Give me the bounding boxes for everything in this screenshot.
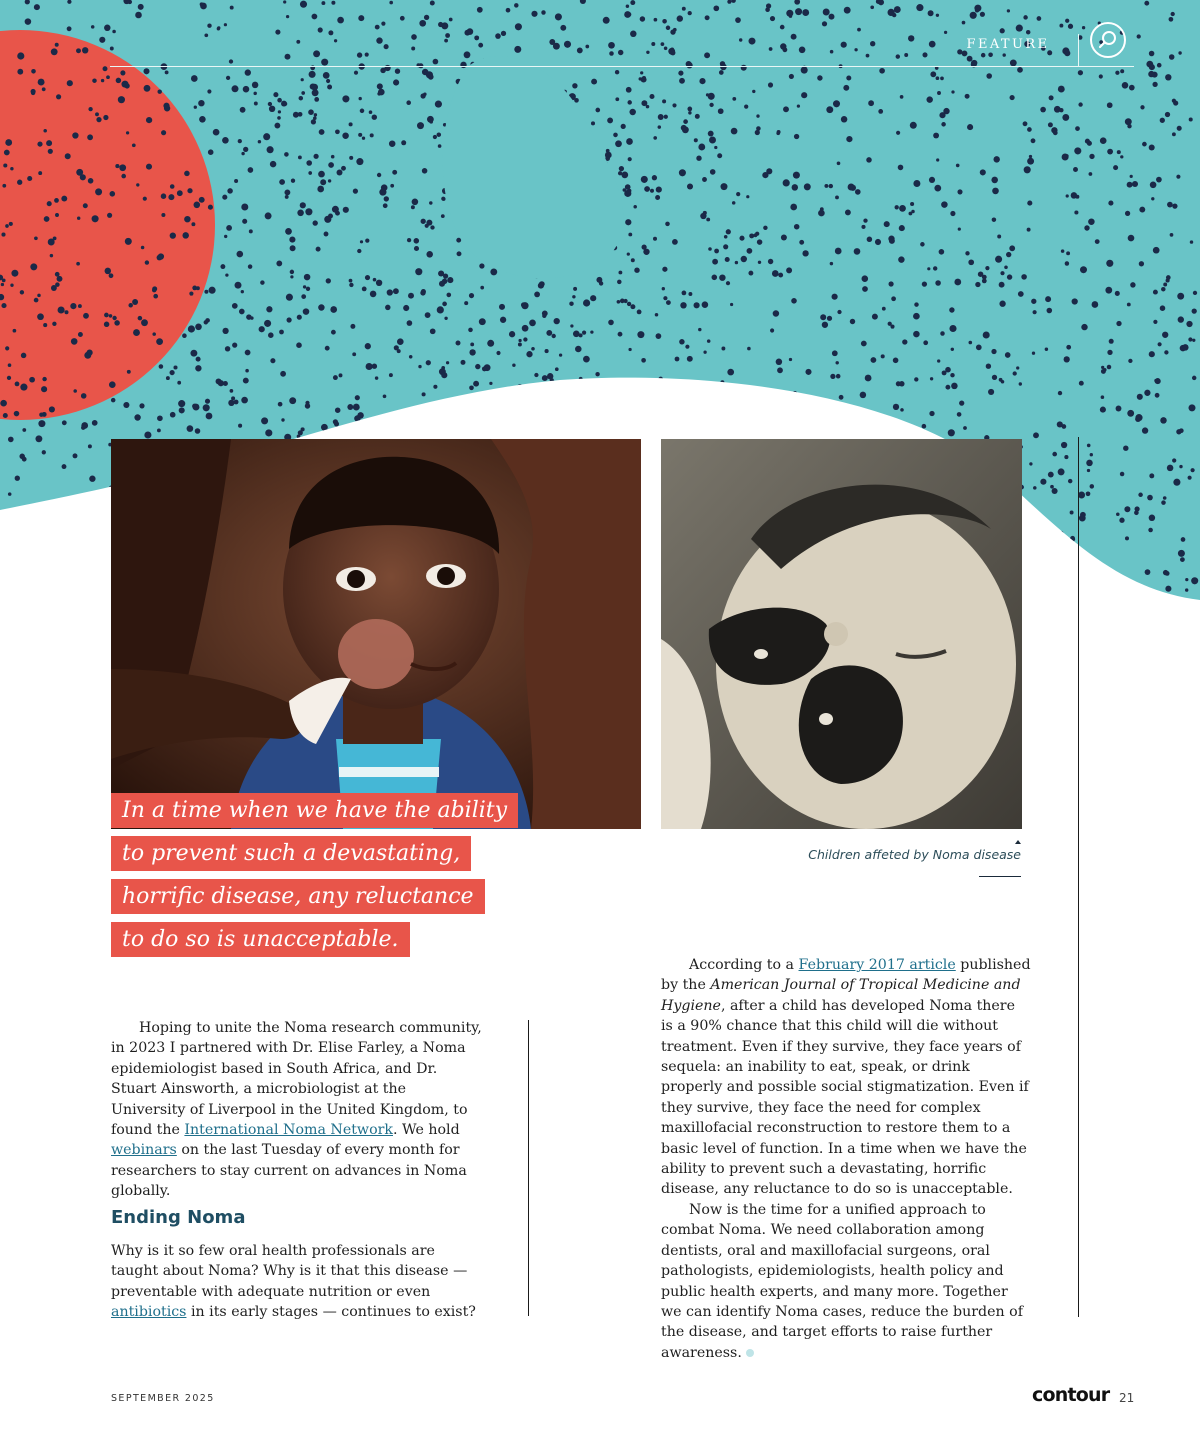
column-divider	[528, 1020, 529, 1316]
search-button[interactable]	[1090, 22, 1126, 58]
text-span: , after a child has developed Noma there is a 90% chance that this child will die without treatment. Even if they survive, they face years of sequela: an inability to eat, speak, or drink properly and possible social stigmatization. Even if they survive, they face the need for complex maxillofacial reconstruction to restore them to a basic level of function. In a time when we have the ability to prevent such a devastating, horrific disease, any reluctance to do so is unacceptable.	[661, 997, 1029, 1198]
text-span: Now is the time for a unified approach to combat Noma. We need collaboration among dentists, oral and maxillofacial surgeons, oral pathologists, epidemiologists, health policy and public health experts, and many more. Together we can identify Noma cases, reduce the burden of the disease, and target efforts to raise further awareness.	[661, 1201, 1023, 1361]
issue-date: SEPTEMBER 2025	[111, 1393, 215, 1404]
webinars-link[interactable]: webinars	[111, 1142, 177, 1159]
paragraph-ending-noma	[111, 1241, 483, 1323]
text-span: Hoping to unite the Noma research community, in 2023 I partnered with Dr. Elise Farley, a Noma epidemiologist based in South Africa, and Dr. Stuart Ainsworth, a microbiologist at the University of Liverpool in the United Kingdom, to found the	[111, 1020, 482, 1139]
paragraph-call-to-action	[661, 1200, 1031, 1363]
paragraph-network	[111, 1018, 483, 1202]
photo-historic-noma	[661, 439, 1022, 829]
caption-rule	[979, 876, 1021, 877]
header-divider	[1078, 34, 1079, 67]
february-2017-article-link[interactable]: February 2017 article	[798, 957, 956, 973]
antibiotics-link[interactable]: antibiotics	[111, 1304, 187, 1321]
pull-quote-line-4: to do so is unacceptable.	[111, 922, 410, 957]
photo-child-noma	[111, 439, 641, 829]
figure-caption: Children affeted by Noma disease	[808, 847, 1021, 862]
paragraph-statistics	[661, 955, 1031, 1200]
publication-logo: contour	[1032, 1384, 1110, 1406]
international-noma-network-link[interactable]: International Noma Network	[184, 1122, 393, 1139]
header-rule	[110, 66, 1134, 67]
left-column-intro	[111, 1018, 483, 1202]
pull-quote-line-3: horrific disease, any reluctance	[111, 879, 485, 914]
text-span: on the last Tuesday of every month for researchers to stay current on advances in Noma globally.	[111, 1142, 467, 1200]
page-margin-rule	[1078, 437, 1079, 1317]
page-number: 21	[1119, 1391, 1135, 1405]
pull-quote-line-2: to prevent such a devastating,	[111, 836, 471, 871]
text-span: Why is it so few oral health professionals are taught about Noma? Why is it that this disease — preventable with adequate nutrition or even	[111, 1243, 468, 1300]
right-column	[661, 955, 1031, 1363]
search-icon	[1098, 30, 1118, 50]
left-column-ending	[111, 1241, 483, 1323]
section-subhead: Ending Noma	[111, 1207, 246, 1228]
section-label: FEATURE	[966, 37, 1050, 52]
text-span: published by the	[661, 957, 1031, 994]
text-span: According to a	[689, 957, 799, 973]
journal-title: American Journal of Tropical Medicine and Hygiene	[661, 977, 1021, 1014]
caption-marker	[1015, 840, 1021, 844]
end-mark-icon	[746, 1349, 754, 1357]
text-span: . We hold	[393, 1122, 460, 1139]
pull-quote-line-1: In a time when we have the ability	[111, 793, 518, 828]
text-span: in its early stages — continues to exist?	[186, 1304, 476, 1321]
